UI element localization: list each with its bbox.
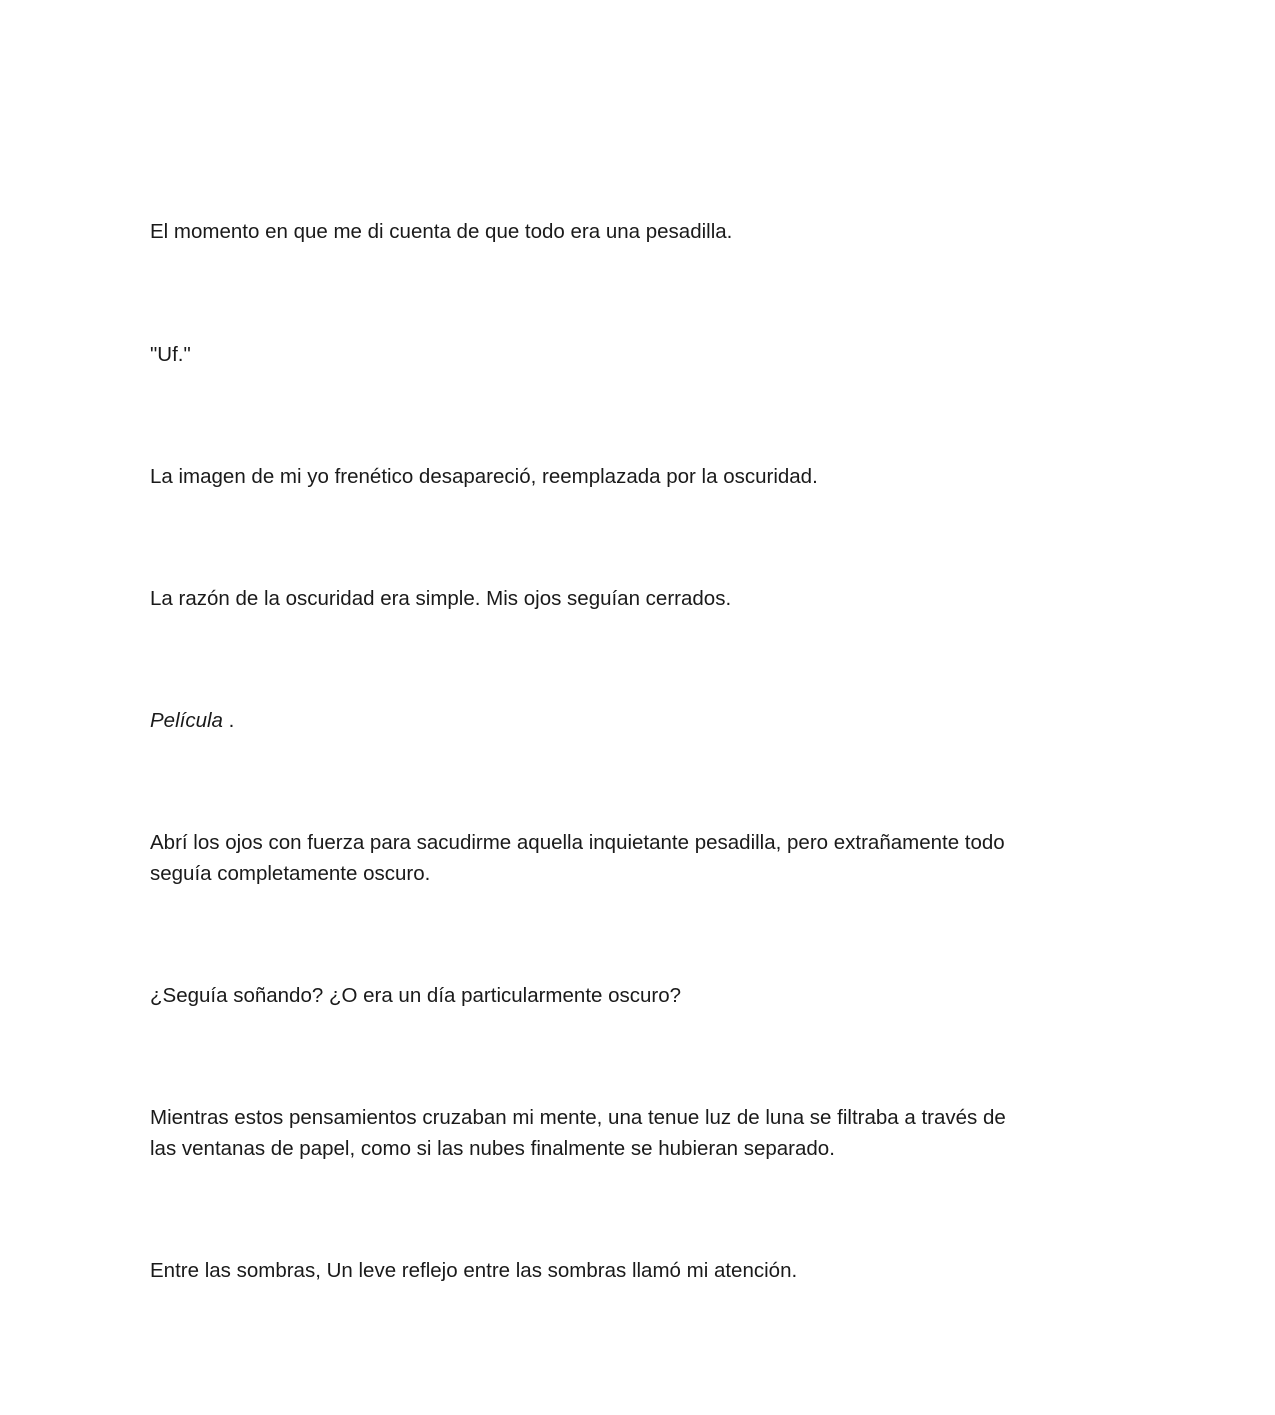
paragraph-8-line-1: Mientras estos pensamientos cruzaban mi mente, una tenue luz de luna se filtraba a través de <box>150 1106 1006 1129</box>
paragraph-5 <box>150 705 1120 736</box>
paragraph-6-line-1: Abrí los ojos con fuerza para sacudirme aquella inquietante pesadilla, pero extrañamente todo <box>150 831 1005 854</box>
paragraph-6-line-2: seguía completamente oscuro. <box>150 862 431 885</box>
paragraph-5-tail: . <box>222 709 235 732</box>
paragraph-5-line <box>150 705 1120 736</box>
paragraph-5-italic-word: Película <box>150 709 223 732</box>
paragraph-2-text: "Uf." <box>150 343 191 366</box>
paragraph-3 <box>150 461 1120 492</box>
paragraph-2 <box>150 339 1120 370</box>
paragraph-9 <box>150 1255 1120 1286</box>
paragraph-8-line-2: las ventanas de papel, como si las nubes finalmente se hubieran separado. <box>150 1137 835 1160</box>
paragraph-7-text: ¿Seguía soñando? ¿O era un día particularmente oscuro? <box>150 984 682 1007</box>
paragraph-4 <box>150 583 1120 614</box>
paragraph-1-text: El momento en que me di cuenta de que todo era una pesadilla. <box>150 220 733 243</box>
paragraph-3-text: La imagen de mi yo frenético desapareció, reemplazada por la oscuridad. <box>150 465 818 488</box>
paragraph-4-text: La razón de la oscuridad era simple. Mis ojos seguían cerrados. <box>150 587 732 610</box>
paragraph-7 <box>150 980 1120 1011</box>
paragraph-8 <box>150 1102 1120 1164</box>
paragraph-9-text: Entre las sombras, Un leve reflejo entre las sombras llamó mi atención. <box>150 1259 798 1282</box>
paragraph-1 <box>150 216 1120 247</box>
paragraph-6 <box>150 827 1120 889</box>
